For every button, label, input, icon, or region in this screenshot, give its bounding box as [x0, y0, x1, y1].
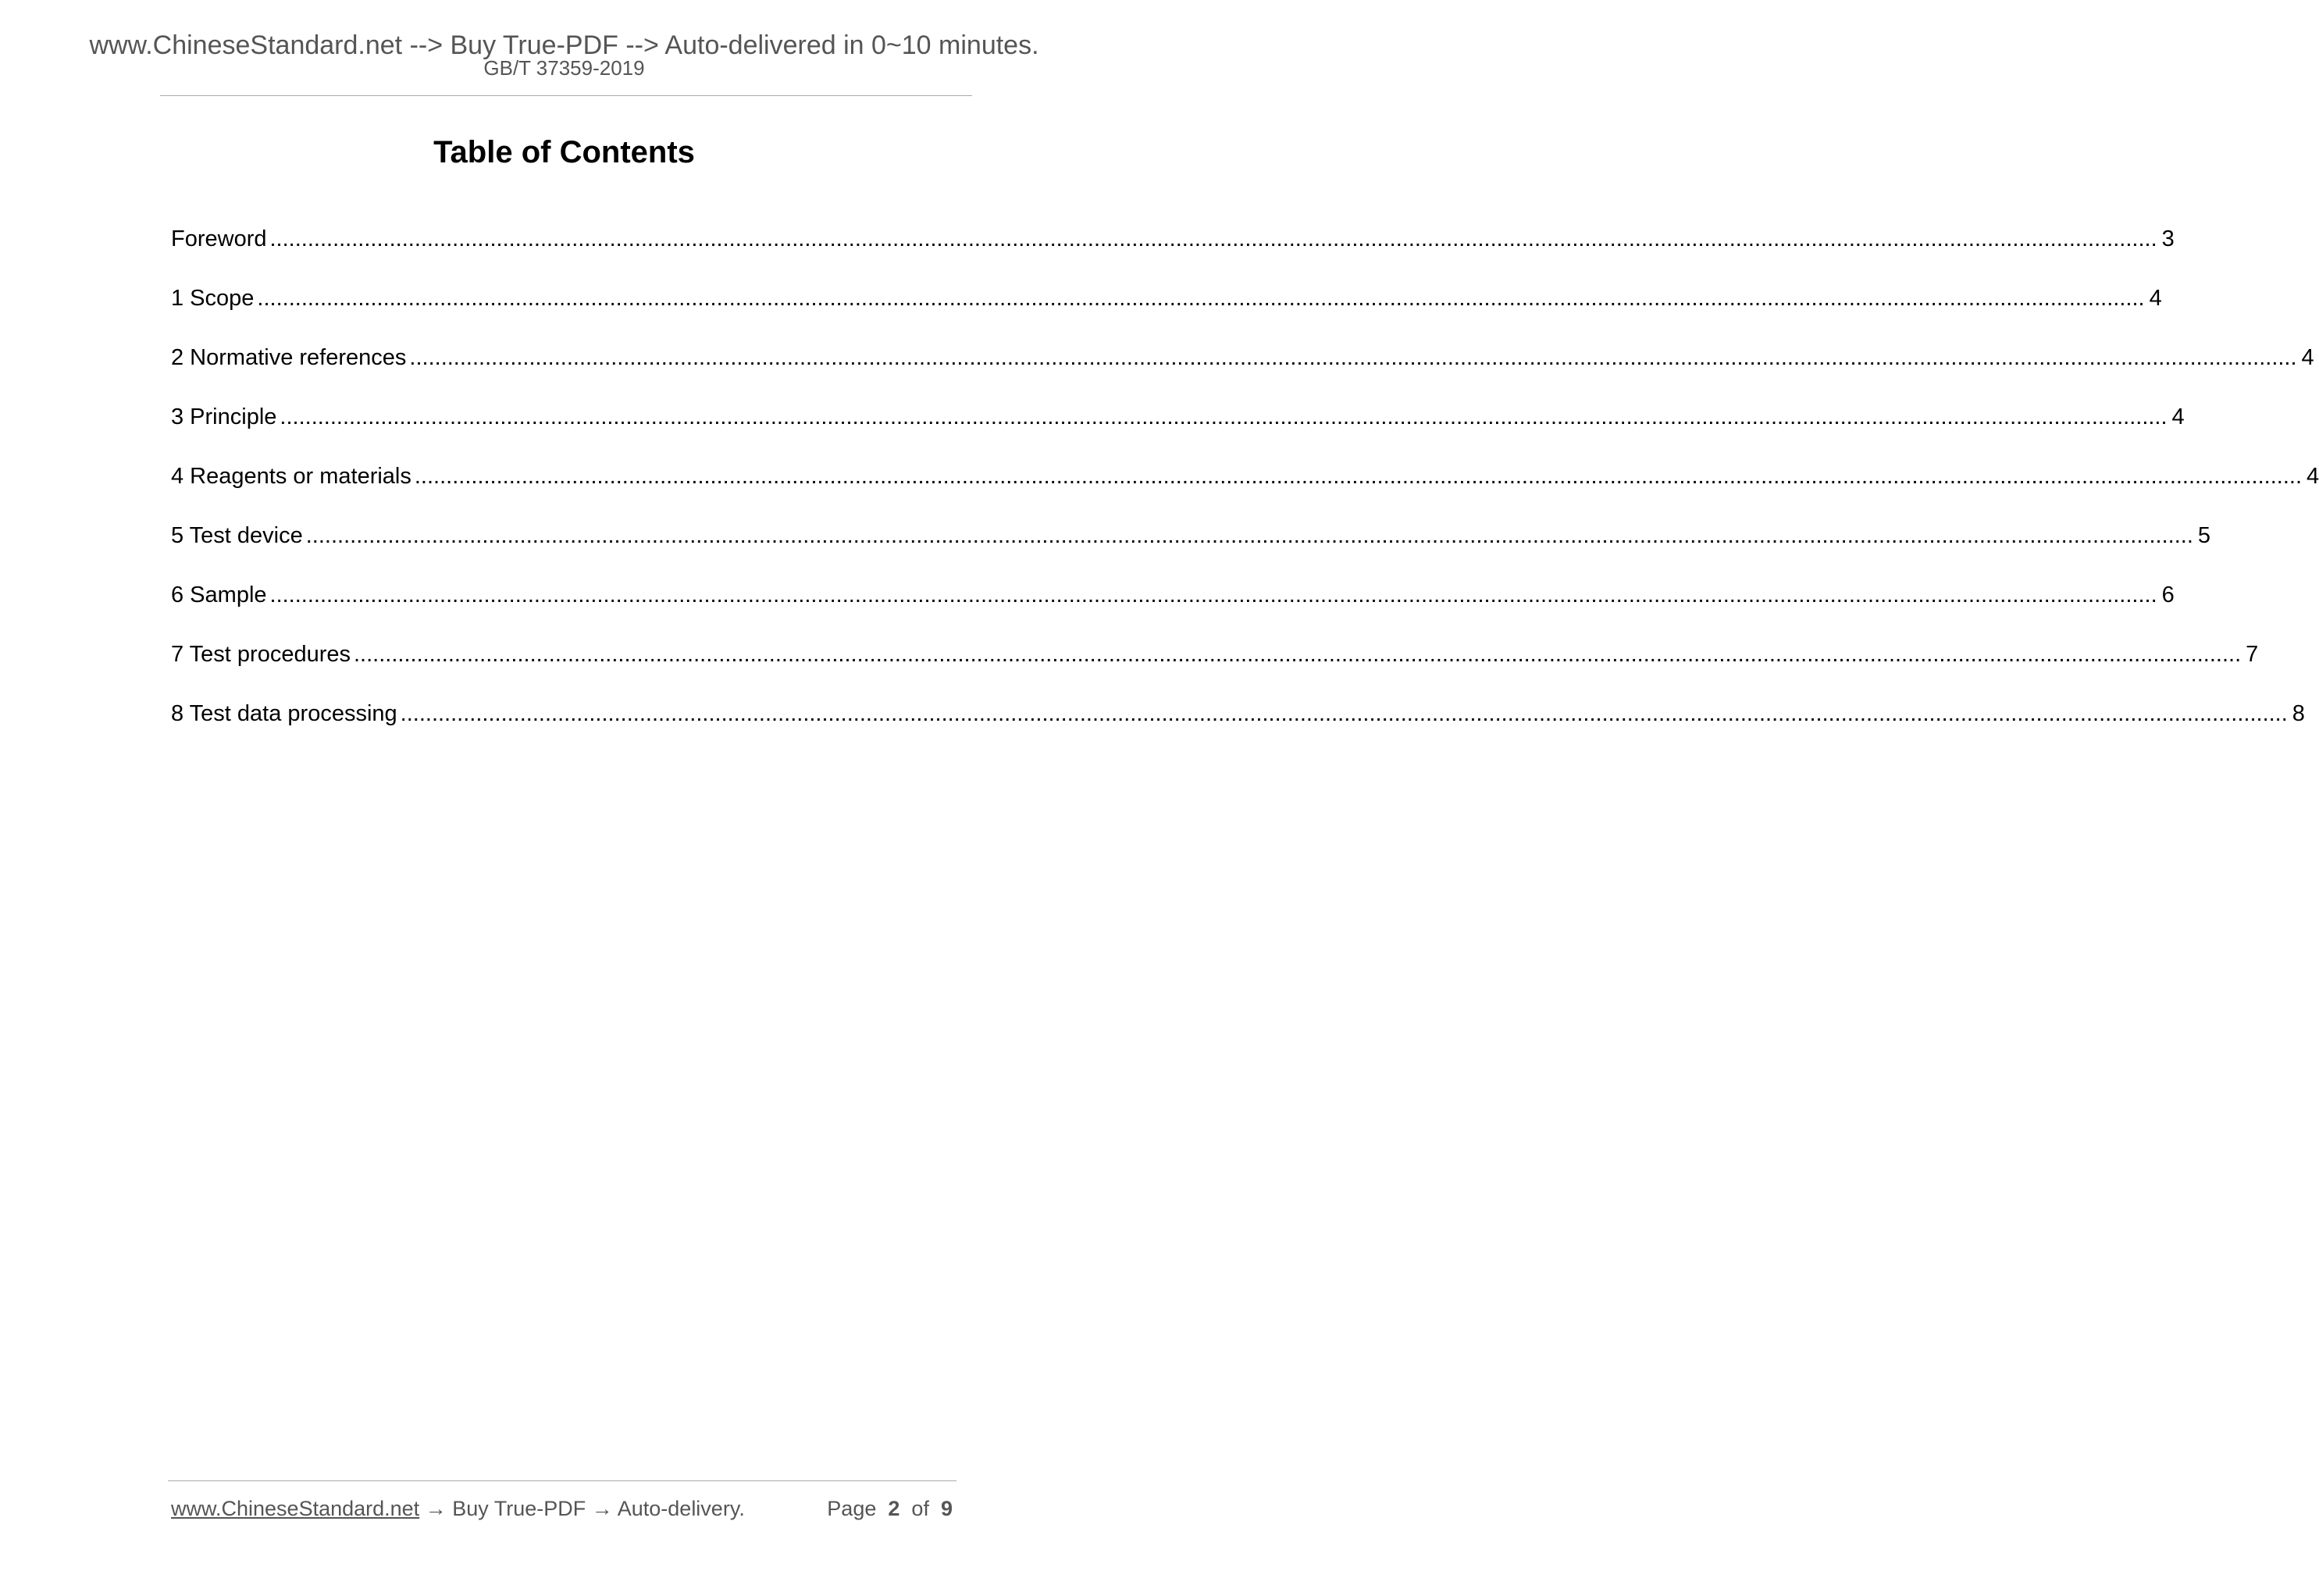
toc-entry-page: 3: [2161, 226, 2175, 251]
toc-entry-sample[interactable]: [171, 581, 2175, 640]
dot-leader: ............................................................................................................................................................................................................................................................................................................: [409, 345, 2297, 370]
site-banner: www.ChineseStandard.net --> Buy True-PDF --> Auto-delivered in 0~10 minutes.: [89, 30, 1039, 60]
toc-entry-label: 7 Test procedures: [171, 642, 351, 667]
toc-entry-label: 1 Scope: [171, 286, 255, 311]
toc-entry-reagents-or-materials[interactable]: [171, 462, 2319, 522]
toc-entry-label: 6 Sample: [171, 582, 267, 607]
toc-entry-scope[interactable]: [171, 284, 2162, 344]
toc-entry-page: 4: [2307, 464, 2319, 489]
toc-entry-label: 8 Test data processing: [171, 701, 397, 726]
toc-title: Table of Contents: [433, 135, 695, 169]
toc-entry-label: 5 Test device: [171, 523, 303, 548]
toc-list: [171, 225, 2319, 759]
toc-entry-page: 4: [2301, 345, 2314, 370]
toc-entry-label: Foreword: [171, 226, 267, 251]
toc-entry-normative-references[interactable]: [171, 344, 2314, 403]
toc-entry-label: 4 Reagents or materials: [171, 464, 411, 489]
toc-entry-page: 4: [2171, 404, 2185, 429]
toc-entry-test-procedures[interactable]: [171, 640, 2259, 700]
page-indicator: [827, 1494, 953, 1523]
toc-entry-foreword[interactable]: [171, 225, 2175, 284]
page-word: Page: [827, 1497, 877, 1520]
dot-leader: ............................................................................................................................................................................................................................................................................................................: [280, 404, 2168, 429]
header-divider: [160, 95, 972, 96]
dot-leader: ............................................................................................................................................................................................................................................................................................................: [257, 286, 2145, 311]
toc-entry-test-data-processing[interactable]: [171, 700, 2305, 759]
toc-entry-label: 3 Principle: [171, 404, 277, 429]
document-code: GB/T 37359-2019: [483, 56, 645, 80]
toc-entry-page: 6: [2161, 582, 2175, 607]
page-footer: [171, 1494, 956, 1523]
footer-tagline: → Buy True-PDF → Auto-delivery.: [419, 1497, 745, 1520]
toc-entry-label: 2 Normative references: [171, 345, 407, 370]
toc-entry-page: 8: [2292, 701, 2305, 726]
toc-entry-page: 4: [2149, 286, 2162, 311]
dot-leader: ............................................................................................................................................................................................................................................................................................................: [400, 701, 2288, 726]
total-pages-number: 9: [940, 1497, 953, 1520]
dot-leader: ............................................................................................................................................................................................................................................................................................................: [414, 464, 2303, 489]
toc-entry-page: 7: [2246, 642, 2259, 667]
dot-leader: ............................................................................................................................................................................................................................................................................................................: [269, 582, 2157, 607]
toc-entry-principle[interactable]: [171, 403, 2185, 462]
of-word: of: [911, 1497, 929, 1520]
toc-entry-page: 5: [2197, 523, 2211, 548]
dot-leader: ............................................................................................................................................................................................................................................................................................................: [305, 523, 2193, 548]
dot-leader: ............................................................................................................................................................................................................................................................................................................: [269, 226, 2157, 251]
toc-entry-test-device[interactable]: [171, 522, 2211, 581]
current-page-number: 2: [888, 1497, 900, 1520]
footer-divider: [168, 1480, 956, 1481]
dot-leader: ............................................................................................................................................................................................................................................................................................................: [354, 642, 2242, 667]
site-link[interactable]: www.ChineseStandard.net: [171, 1497, 420, 1520]
